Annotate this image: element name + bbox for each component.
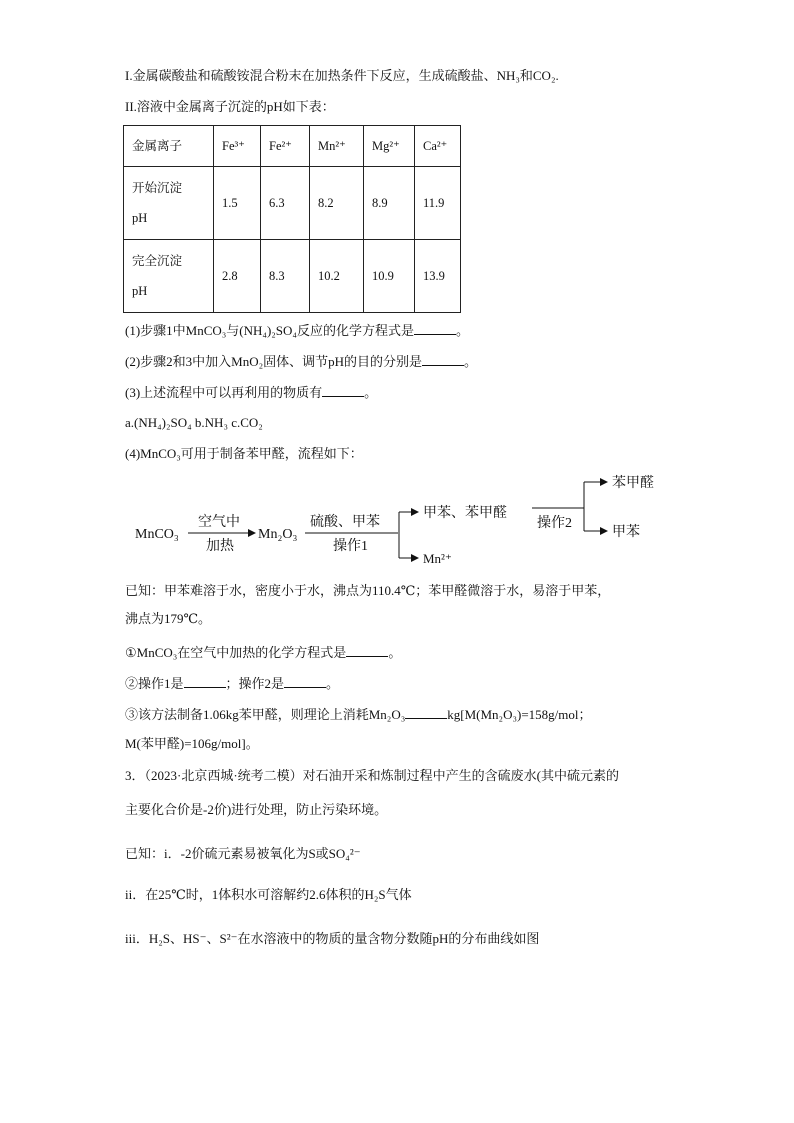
question-2: (2)步骤2和3中加入MnO₂固体、调节pH的目的分别是 。 (125, 354, 478, 369)
answer-blank[interactable] (405, 705, 447, 719)
flow-out-top: 苯甲醛 (612, 476, 654, 491)
question-1: (1)步骤1中MnCO₃与(NH₄)₂SO₄反应的化学方程式是 。 (125, 323, 469, 338)
flow-branch-top: 甲苯、苯甲醛 (423, 506, 507, 521)
table-cell: 10.2 (310, 240, 364, 313)
table-cell: 1.5 (214, 167, 261, 240)
header-cell: 金属离子 (124, 126, 214, 167)
flow-arrow1-bottom: 加热 (206, 539, 234, 554)
flow-start: MnCO₃ (135, 527, 179, 542)
table-cell: 10.9 (364, 240, 415, 313)
table-cell: 6.3 (261, 167, 310, 240)
answer-blank[interactable] (346, 643, 388, 657)
flow-out-bottom: 甲苯 (612, 525, 640, 540)
answer-blank[interactable] (414, 321, 456, 335)
table-row (124, 240, 461, 313)
problem3-known-iii: iii．H₂S、HS⁻、S²⁻在水溶液中的物质的量含物分数随pH的分布曲线如图 (125, 931, 540, 946)
sub-question-3-cont: M(苯甲醛)=106g/mol]。 (125, 736, 259, 751)
process-flow-diagram (120, 470, 680, 580)
flow-arrow1-top: 空气中 (198, 515, 240, 530)
answer-blank[interactable] (184, 674, 226, 688)
problem3-line2: 主要化合价是-2价)进行处理，防止污染环境。 (125, 802, 388, 817)
header-cell: Fe³⁺ (214, 126, 261, 167)
table-cell: 8.9 (364, 167, 415, 240)
known-i: I.金属碳酸盐和硫酸铵混合粉末在加热条件下反应，生成硫酸盐、NH₃和CO₂. (125, 68, 559, 83)
table-cell: 8.2 (310, 167, 364, 240)
sub-question-2: ②操作1是 ；操作2是 。 (125, 676, 340, 691)
sub-question-3: ③该方法制备1.06kg苯甲醛，则理论上消耗Mn₂O₃ kg[M(Mn₂O₃)=158g/mol； (125, 707, 592, 722)
row-label: 开始沉淀 pH (124, 167, 214, 240)
table-cell: 13.9 (415, 240, 461, 313)
problem3-line1: 3．（2023·北京西城·统考二模）对石油开采和炼制过程中产生的含硫废水(其中硫元素的 (125, 768, 619, 783)
known2-line1: 已知：甲苯难溶于水，密度小于水，沸点为110.4℃；苯甲醛微溶于水，易溶于甲苯， (125, 583, 611, 598)
header-cell: Ca²⁺ (415, 126, 461, 167)
answer-blank[interactable] (322, 383, 364, 397)
question-4-intro: (4)MnCO₃可用于制备苯甲醛，流程如下： (125, 446, 363, 461)
question-3: (3)上述流程中可以再利用的物质有 。 (125, 385, 378, 400)
header-cell: Fe²⁺ (261, 126, 310, 167)
precipitation-ph-table (123, 125, 461, 313)
flow-arrow2-bottom: 操作1 (333, 539, 368, 554)
table-cell: 11.9 (415, 167, 461, 240)
table-cell: 8.3 (261, 240, 310, 313)
question-3-options: a.(NH₄)₂SO₄ b.NH₃ c.CO₂ (125, 415, 263, 430)
problem3-known-i: 已知：i．-2价硫元素易被氧化为S或SO₄²⁻ (125, 846, 361, 861)
answer-blank[interactable] (284, 674, 326, 688)
table-header-row (124, 126, 461, 167)
known-ii: II.溶液中金属离子沉淀的pH如下表： (125, 99, 335, 114)
flow-branch-bottom: Mn²⁺ (423, 551, 452, 566)
known2-line2: 沸点为179℃。 (125, 611, 212, 626)
row-label: 完全沉淀 pH (124, 240, 214, 313)
answer-blank[interactable] (422, 352, 464, 366)
table-row (124, 167, 461, 240)
sub-question-1: ①MnCO₃在空气中加热的化学方程式是 。 (125, 645, 402, 660)
flow-mid: Mn₂O₃ (258, 527, 298, 542)
header-cell: Mg²⁺ (364, 126, 415, 167)
table-cell: 2.8 (214, 240, 261, 313)
flow-arrow2-top: 硫酸、甲苯 (310, 515, 380, 530)
problem3-known-ii: ii．在25℃时，1体积水可溶解约2.6体积的H₂S气体 (125, 887, 412, 902)
flow-op2: 操作2 (537, 516, 572, 531)
header-cell: Mn²⁺ (310, 126, 364, 167)
